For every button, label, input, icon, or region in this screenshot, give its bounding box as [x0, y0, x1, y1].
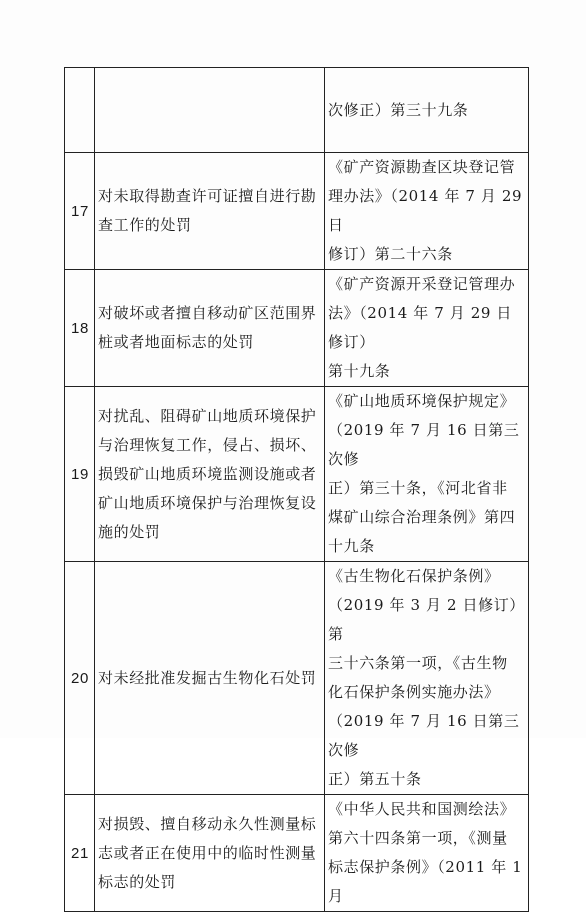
table-row: [65, 270, 529, 387]
row-number: 17: [65, 153, 95, 270]
legal-basis-cell: [325, 270, 529, 387]
legal-basis-text: 次修正）第三十九条: [328, 100, 469, 119]
row-number: [65, 68, 95, 153]
penalty-item-text: 对扰乱、阻碍矿山地质环境保护 与治理恢复工作，侵占、损坏、 损毁矿山地质环境监测设施或者 矿山地质环境保护与治理恢复设 施的处罚: [98, 406, 317, 541]
penalty-item-text: 对破坏或者擅自移动矿区范围界 桩或者地面标志的处罚: [98, 304, 317, 351]
penalty-items-table: [64, 67, 529, 912]
penalty-item-cell: [95, 68, 325, 153]
row-number: 18: [65, 270, 95, 387]
legal-basis-cell: [325, 68, 529, 153]
legal-basis-text: 《中华人民共和国测绘法》 第六十四条第一项，《测量 标志保护条例》（2011 年 1 月: [328, 800, 523, 905]
legal-basis-text: 《矿山地质环境保护规定》 （2019 年 7 月 16 日第三次修 正）第三十条，《河北省非 煤矿山综合治理条例》第四 十九条: [328, 392, 520, 555]
row-number: 21: [65, 795, 95, 912]
legal-basis-text: 《矿产资源开采登记管理办 法》（2014 年 7 月 29 日修订） 第十九条: [328, 275, 516, 380]
penalty-item-text: 对损毁、擅自移动永久性测量标 志或者正在使用中的临时性测量 标志的处罚: [98, 814, 317, 891]
legal-basis-cell: [325, 562, 529, 795]
penalty-item-text: 对未经批准发掘古生物化石处罚: [98, 668, 317, 687]
row-number: 19: [65, 387, 95, 562]
table-row: [65, 795, 529, 912]
penalty-item-cell: [95, 562, 325, 795]
table-row: [65, 387, 529, 562]
legal-basis-text: 《古生物化石保护条例》 （2019 年 3 月 2 日修订）第 三十六条第一项，《古生物 化石保护条例实施办法》 （2019 年 7 月 16 日第三次修 正）第五十条: [328, 567, 525, 788]
table-row: [65, 153, 529, 270]
table-row: [65, 68, 529, 153]
row-number: 20: [65, 562, 95, 795]
penalty-item-cell: [95, 795, 325, 912]
legal-basis-cell: [325, 795, 529, 912]
legal-basis-text: 《矿产资源勘查区块登记管 理办法》（2014 年 7 月 29 日 修订）第二十六条: [328, 158, 523, 263]
penalty-item-cell: [95, 153, 325, 270]
legal-basis-cell: [325, 153, 529, 270]
legal-basis-cell: [325, 387, 529, 562]
penalty-item-text: 对未取得勘查许可证擅自进行勘 查工作的处罚: [98, 187, 317, 234]
table-row: [65, 562, 529, 795]
penalty-item-cell: [95, 270, 325, 387]
penalty-item-cell: [95, 387, 325, 562]
